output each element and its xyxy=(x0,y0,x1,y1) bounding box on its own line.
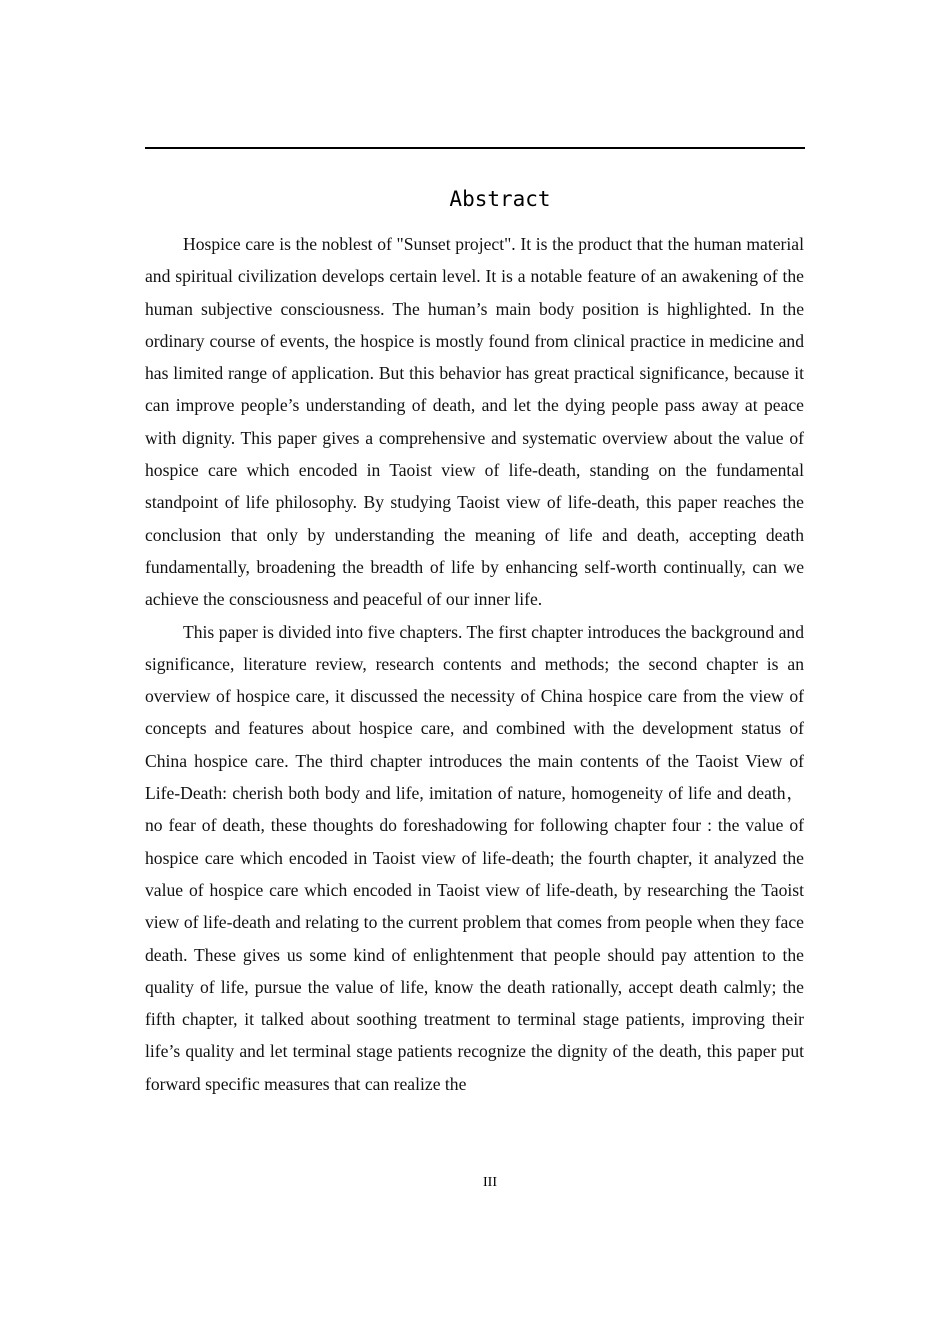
abstract-body xyxy=(145,228,804,1100)
paragraph-1: Hospice care is the noblest of "Sunset project". It is the product that the human material and spiritual civilization develops certain level. It is a notable feature of an awakening of the human subjective consciousness. The human’s main body position is highlighted. In the ordinary course of events, the hospice is mostly found from clinical practice in medicine and has limited range of application. But this behavior has great practical significance, because it can improve people’s understanding of death, and let the dying people pass away at peace with dignity. This paper gives a comprehensive and systematic overview about the value of hospice care which encoded in Taoist view of life-death, standing on the fundamental standpoint of life philosophy. By studying Taoist view of life-death, this paper reaches the conclusion that only by understanding the meaning of life and death, accepting death fundamentally, broadening the breadth of life by enhancing self-worth continually, can we achieve the consciousness and peaceful of our inner life. xyxy=(145,234,804,610)
paragraph-2: This paper is divided into five chapters. The first chapter introduces the background and significance, literature review, research contents and methods; the second chapter is an overview of hospice care, it discussed the necessity of China hospice care from the view of concepts and features about hospice care, and combined with the development status of China hospice care. The third chapter introduces the main contents of the Taoist View of Life-Death: cherish both body and life, imitation of nature, homogeneity of life and death， no fear of death, these thoughts do foreshadowing for following chapter four : the value of hospice care which encoded in Taoist view of life-death; the fourth chapter, it analyzed the value of hospice care which encoded in Taoist view of life-death, by researching the Taoist view of life-death and relating to the current problem that comes from people when they face death. These gives us some kind of enlightenment that people should pay attention to the quality of life, pursue the value of life, know the death rationally, accept death calmly; the fifth chapter, it talked about soothing treatment to terminal stage patients, improving their life’s quality and let terminal stage patients recognize the dignity of the death, this paper put forward specific measures that can realize the xyxy=(145,621,804,1094)
page-number: III xyxy=(483,1175,497,1190)
header-rule xyxy=(145,147,805,149)
page-title: Abstract xyxy=(449,187,551,211)
